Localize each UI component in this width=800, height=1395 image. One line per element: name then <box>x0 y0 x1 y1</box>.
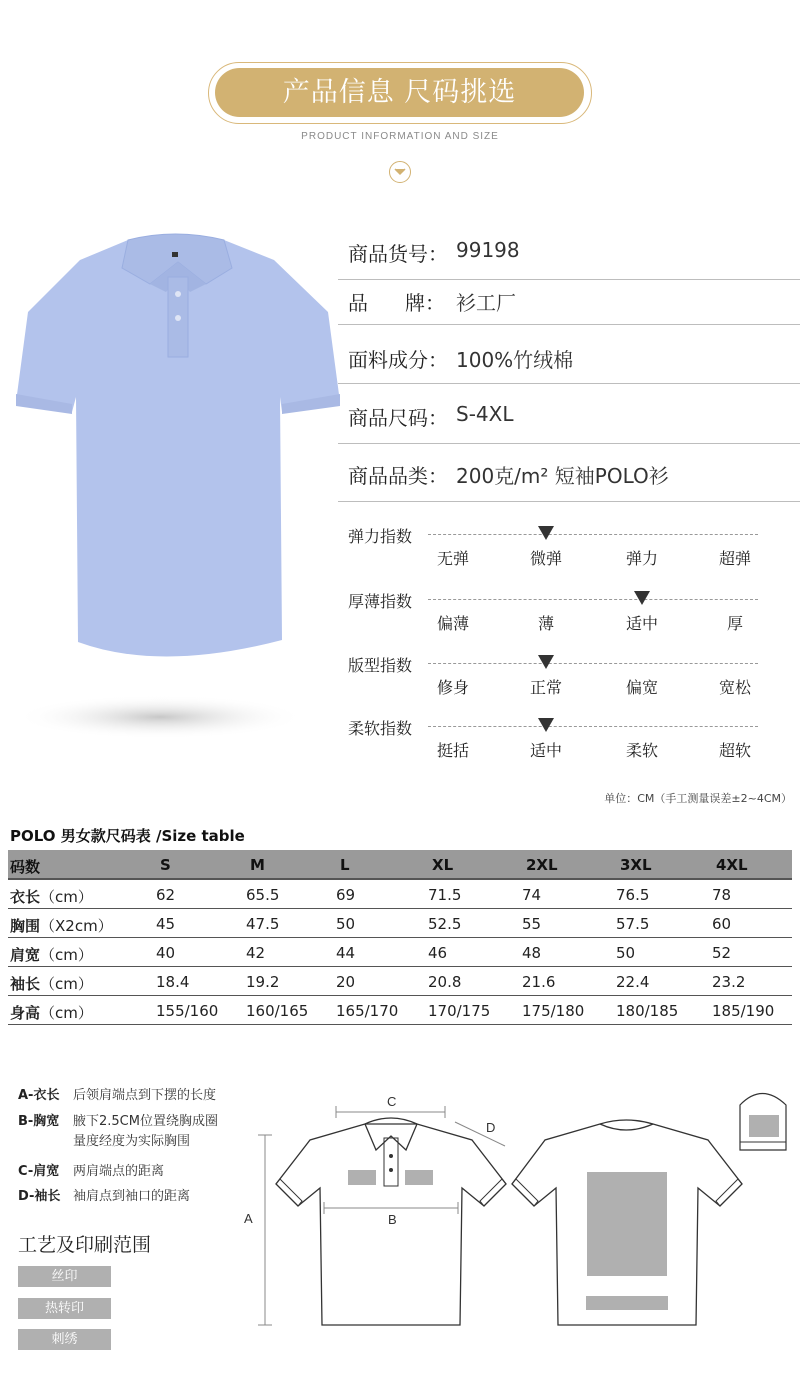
size-table-row-name: 身高 <box>10 1004 41 1022</box>
legend-item-c <box>18 1160 165 1179</box>
index-option: 修身 <box>436 678 469 697</box>
size-table-header-cell: M <box>250 856 265 874</box>
legend-key: B-胸宽 <box>18 1114 60 1129</box>
size-table-cell: 57.5 <box>616 915 650 933</box>
size-table-cell: 69 <box>336 886 356 904</box>
size-table-cell: 47.5 <box>246 915 280 933</box>
header-subtitle: PRODUCT INFORMATION AND SIZE <box>301 131 499 142</box>
index-option: 无弹 <box>436 549 469 568</box>
dim-label-a: A <box>244 1211 253 1226</box>
legend-desc-2: 量度经度为实际胸围 <box>73 1134 191 1149</box>
index-option: 宽松 <box>718 678 751 697</box>
dim-label-d: D <box>486 1120 496 1135</box>
size-table-cell: 78 <box>712 886 732 904</box>
index-scale <box>348 716 768 776</box>
legend-desc: 后领肩端点到下摆的长度 <box>73 1088 217 1103</box>
size-table-cell: 165/170 <box>336 1002 399 1020</box>
index-option: 偏薄 <box>436 614 469 633</box>
legend-desc: 袖肩点到袖口的距离 <box>73 1189 191 1204</box>
size-table-cell: 22.4 <box>616 973 650 991</box>
legend-item-d <box>18 1185 191 1204</box>
craft-item-screen-print: 丝印 <box>18 1266 111 1287</box>
legend-desc: 腋下2.5CM位置绕胸成圈 <box>73 1114 218 1129</box>
index-marker-icon <box>538 718 554 732</box>
size-table-row <box>8 909 792 938</box>
size-table-row <box>8 967 792 996</box>
index-track <box>428 663 758 664</box>
size-table-row-unit: （X2cm） <box>40 917 113 935</box>
size-table-cell: 60 <box>712 915 732 933</box>
size-table-cell: 62 <box>156 886 176 904</box>
size-table-row <box>8 880 792 909</box>
size-table-cell: 20 <box>336 973 356 991</box>
size-table-cell: 19.2 <box>246 973 280 991</box>
size-table-row-label <box>10 915 113 936</box>
size-table-header-cell: 3XL <box>620 856 652 874</box>
size-table-cell: 65.5 <box>246 886 280 904</box>
size-table-row-name: 袖长 <box>10 975 41 993</box>
index-label: 柔软指数 <box>348 719 413 738</box>
size-table-row-unit: （cm） <box>40 888 93 906</box>
size-table <box>8 850 792 1025</box>
index-marker-icon <box>634 591 650 605</box>
sku-value: 99198 <box>456 238 520 262</box>
size-table-header-cell: 4XL <box>716 856 748 874</box>
info-row-category <box>338 444 800 502</box>
index-track <box>428 599 758 600</box>
size-table-row <box>8 996 792 1025</box>
index-option: 柔软 <box>625 741 658 760</box>
brand-label-a: 品 <box>348 291 368 315</box>
size-table-row-name: 肩宽 <box>10 946 41 964</box>
size-table-row-unit: （cm） <box>40 946 93 964</box>
dim-label-b: B <box>388 1212 397 1227</box>
size-table-row-label <box>10 886 93 907</box>
brand-value: 衫工厂 <box>456 291 516 315</box>
size-table-cell: 50 <box>336 915 356 933</box>
index-option: 薄 <box>537 614 554 633</box>
index-option: 适中 <box>625 614 658 633</box>
index-option: 厚 <box>726 614 743 633</box>
index-option: 偏宽 <box>625 678 658 697</box>
size-table-cell: 48 <box>522 944 542 962</box>
size-table-cell: 18.4 <box>156 973 190 991</box>
index-scale <box>348 589 768 649</box>
legend-item-b <box>18 1110 218 1149</box>
info-row-size <box>338 386 800 444</box>
size-table-cell: 52 <box>712 944 732 962</box>
size-table-cell: 185/190 <box>712 1002 775 1020</box>
index-option: 微弹 <box>529 549 562 568</box>
size-table-row-label <box>10 944 93 965</box>
index-option: 超弹 <box>718 549 751 568</box>
index-label: 厚薄指数 <box>348 592 413 611</box>
size-table-row-unit: （cm） <box>40 975 93 993</box>
craft-item-heat-transfer: 热转印 <box>18 1298 111 1319</box>
measurement-diagram <box>240 1080 800 1330</box>
size-table-cell: 71.5 <box>428 886 462 904</box>
size-table-header-cell: 2XL <box>526 856 558 874</box>
size-table-header-cell: L <box>340 856 350 874</box>
size-table-row-name: 胸围 <box>10 917 41 935</box>
info-row-brand <box>338 271 800 325</box>
fabric-label: 面料成分： <box>348 348 448 372</box>
index-label: 版型指数 <box>348 656 413 675</box>
size-table-cell: 76.5 <box>616 886 650 904</box>
category-label: 商品品类： <box>348 464 448 488</box>
size-table-cell: 40 <box>156 944 176 962</box>
sku-label: 商品货号： <box>348 242 448 266</box>
index-track <box>428 534 758 535</box>
size-table-cell: 23.2 <box>712 973 746 991</box>
size-table-cell: 42 <box>246 944 266 962</box>
size-table-cell: 170/175 <box>428 1002 491 1020</box>
size-table-row-name: 衣长 <box>10 888 41 906</box>
header-frame <box>208 62 592 124</box>
index-option: 挺括 <box>436 741 469 760</box>
craft-title: 工艺及印刷范围 <box>18 1234 152 1256</box>
size-table-cell: 160/165 <box>246 1002 309 1020</box>
legend-key: A-衣长 <box>18 1088 60 1103</box>
index-label: 弹力指数 <box>348 527 413 546</box>
info-row-fabric <box>338 328 800 384</box>
size-table-row-label <box>10 973 93 994</box>
size-table-cell: 74 <box>522 886 542 904</box>
craft-item-embroidery: 刺绣 <box>18 1329 111 1350</box>
size-table-cell: 20.8 <box>428 973 462 991</box>
size-table-cell: 175/180 <box>522 1002 585 1020</box>
size-table-header-cell: 码数 <box>10 858 41 876</box>
size-table-cell: 55 <box>522 915 542 933</box>
size-table-row-label <box>10 1002 93 1023</box>
size-table-header <box>8 850 792 880</box>
size-value: S-4XL <box>456 402 514 426</box>
legend-item-a <box>18 1084 217 1103</box>
index-scale <box>348 524 768 584</box>
legend-desc: 两肩端点的距离 <box>73 1164 165 1179</box>
chevron-down-icon <box>389 161 411 183</box>
index-marker-icon <box>538 655 554 669</box>
index-option: 超软 <box>718 741 751 760</box>
size-table-row <box>8 938 792 967</box>
index-marker-icon <box>538 526 554 540</box>
index-option: 弹力 <box>625 549 658 568</box>
size-table-cell: 21.6 <box>522 973 556 991</box>
category-value: 200克/m² 短袖POLO衫 <box>456 464 669 488</box>
legend-key: C-肩宽 <box>18 1164 60 1179</box>
size-table-cell: 180/185 <box>616 1002 679 1020</box>
legend-key: D-袖长 <box>18 1189 61 1204</box>
product-image <box>10 222 350 742</box>
size-table-cell: 52.5 <box>428 915 462 933</box>
size-table-cell: 155/160 <box>156 1002 219 1020</box>
size-table-header-cell: XL <box>432 856 454 874</box>
size-table-title: POLO 男女款尺码表 /Size table <box>10 827 245 845</box>
size-table-header-cell: S <box>160 856 171 874</box>
index-option: 正常 <box>529 678 562 697</box>
size-table-cell: 44 <box>336 944 356 962</box>
size-table-row-unit: （cm） <box>40 1004 93 1022</box>
index-track <box>428 726 758 727</box>
size-table-cell: 50 <box>616 944 636 962</box>
fabric-value: 100%竹绒棉 <box>456 348 574 372</box>
header-title: 产品信息 尺码挑选 <box>215 68 584 117</box>
dim-label-c: C <box>387 1094 397 1109</box>
index-scale <box>348 653 768 713</box>
brand-label-b: 牌： <box>405 291 445 315</box>
index-option: 适中 <box>529 741 562 760</box>
size-label: 商品尺码： <box>348 406 448 430</box>
unit-note: 单位：CM（手工测量误差±2~4CM） <box>604 792 792 805</box>
size-table-cell: 45 <box>156 915 176 933</box>
size-table-cell: 46 <box>428 944 448 962</box>
